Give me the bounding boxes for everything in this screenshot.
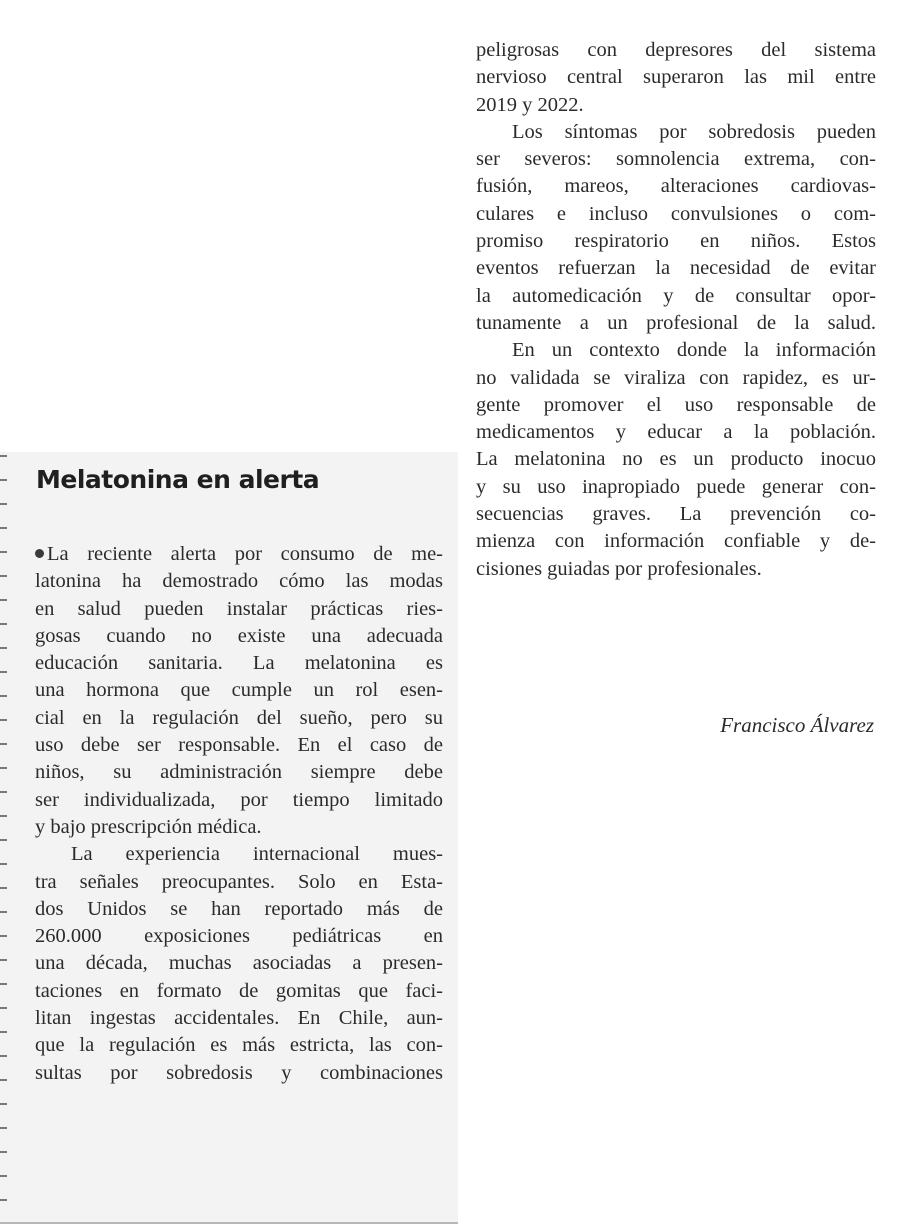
text-line: medicamentos y educar a la población. <box>476 421 876 444</box>
text-line-indented: La experiencia internacional mues- <box>71 843 443 866</box>
text-line-bulleted: La reciente alerta por consumo de me- <box>35 541 443 568</box>
text-line: niños, su administración siempre debe <box>35 761 443 784</box>
text-line: y bajo prescripción médica. <box>35 815 262 838</box>
article-heading: Melatonina en alerta <box>36 465 320 494</box>
text-line: eventos refuerzan la necesidad de evitar <box>476 257 876 280</box>
text-line-indented: En un contexto donde la información <box>512 339 876 362</box>
text-line: gosas cuando no existe una adecuada <box>35 624 443 647</box>
text-line: 260.000 exposiciones pediátricas en <box>35 925 443 948</box>
text-line: peligrosas con depresores del sistema <box>476 39 876 61</box>
text-line: tunamente a un profesional de la salud. <box>476 311 876 334</box>
text-line: en salud pueden instalar prácticas ries- <box>35 597 443 620</box>
text-line: tra señales preocupantes. Solo en Esta- <box>35 870 443 893</box>
text-line: ser severos: somnolencia extrema, con- <box>476 148 876 171</box>
text-line: gente promover el uso responsable de <box>476 393 876 416</box>
left-text-column <box>35 541 443 1087</box>
text-line: la automedicación y de consultar opor- <box>476 284 876 307</box>
right-text-column <box>476 37 876 583</box>
text-line: cial en la regulación del sueño, pero su <box>35 706 443 729</box>
text-line: nervioso central superaron las mil entre <box>476 66 876 89</box>
text-line: mienza con información confiable y de- <box>476 530 876 553</box>
text-line: litan ingestas accidentales. En Chile, aun- <box>35 1007 443 1030</box>
text-line: 2019 y 2022. <box>476 93 584 116</box>
text-line: cisiones guiadas por profesionales. <box>476 557 762 580</box>
text-line: que la regulación es más estricta, las con- <box>35 1034 443 1057</box>
text-line: una década, muchas asociadas a presen- <box>35 952 443 975</box>
text-line: latonina ha demostrado cómo las modas <box>35 570 443 593</box>
text-line: una hormona que cumple un rol esen- <box>35 679 443 702</box>
text-line: educación sanitaria. La melatonina es <box>35 652 443 675</box>
text-line: taciones en formato de gomitas que faci- <box>35 979 443 1002</box>
text-line: secuencias graves. La prevención co- <box>476 503 876 526</box>
text-line: sultas por sobredosis y combinaciones <box>35 1061 443 1084</box>
text-line: uso debe ser responsable. En el caso de <box>35 734 443 757</box>
text-line: no validada se viraliza con rapidez, es ur- <box>476 366 876 389</box>
text-line: ser individualizada, por tiempo limitado <box>35 788 443 811</box>
text-line: y su uso inapropiado puede generar con- <box>476 475 876 498</box>
left-dotted-rule <box>0 455 7 1215</box>
author-signature: Francisco Álvarez <box>720 713 874 737</box>
text-line: culares e incluso convulsiones o com- <box>476 202 876 225</box>
text-line: fusión, mareos, alteraciones cardiovas- <box>476 175 876 198</box>
text-line-indented: Los síntomas por sobredosis pueden <box>512 120 876 143</box>
text-line: La melatonina no es un producto inocuo <box>476 448 876 471</box>
bullet-icon <box>35 549 44 558</box>
text-line: promiso respiratorio en niños. Estos <box>476 230 876 253</box>
text-line: dos Unidos se han reportado más de <box>35 897 443 920</box>
bottom-rule <box>0 1222 458 1224</box>
